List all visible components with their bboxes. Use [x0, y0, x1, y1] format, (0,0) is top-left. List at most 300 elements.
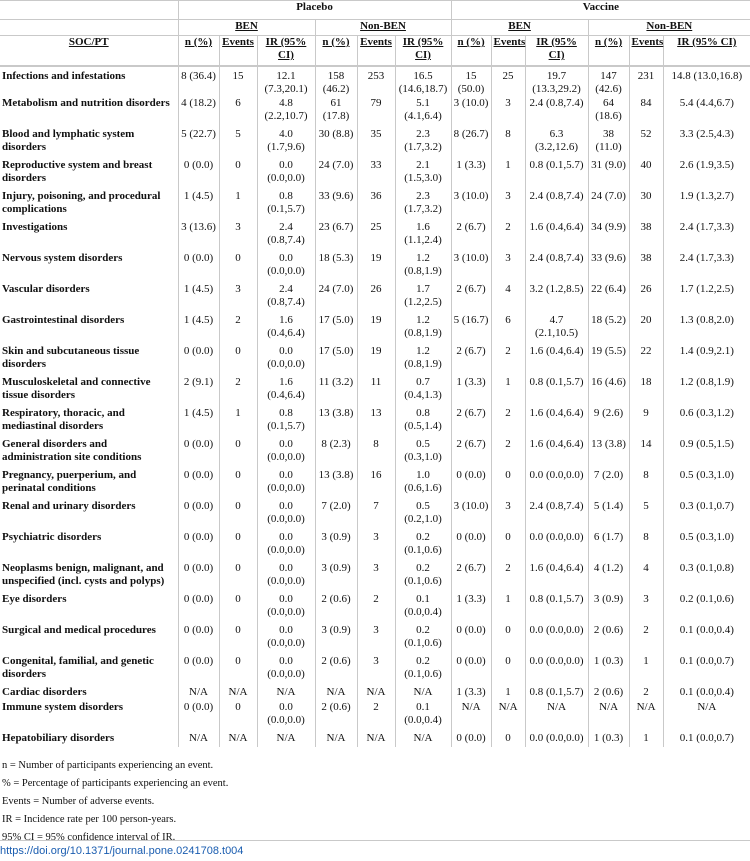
table-cell: 1: [629, 732, 663, 747]
table-cell: 1: [491, 159, 525, 190]
table-cell: 0 (0.0): [178, 345, 219, 376]
table-cell: 0.0 (0.0,0.0): [525, 531, 588, 562]
table-cell: 2 (6.7): [451, 283, 491, 314]
table-cell: 4: [491, 283, 525, 314]
table-cell: 1 (0.3): [588, 655, 629, 686]
table-cell: N/A: [395, 686, 451, 701]
table-cell: 6.3 (3.2,12.6): [525, 128, 588, 159]
table-cell: 3.3 (2.5,4.3): [663, 128, 750, 159]
table-cell: 0 (0.0): [451, 624, 491, 655]
table-cell: 64 (18.6): [588, 97, 629, 128]
table-cell: 0.2 (0.1,0.6): [663, 593, 750, 624]
table-cell: 3: [357, 624, 395, 655]
table-cell: 6: [491, 314, 525, 345]
table-cell: N/A: [629, 701, 663, 732]
table-cell: 5.4 (4.4,6.7): [663, 97, 750, 128]
table-cell: 3 (13.6): [178, 221, 219, 252]
table-cell: 0: [219, 531, 257, 562]
col-header: n (%): [588, 36, 629, 67]
table-cell: 30: [629, 190, 663, 221]
table-cell: 38: [629, 221, 663, 252]
table-cell: 24 (7.0): [588, 190, 629, 221]
table-cell: 0 (0.0): [178, 252, 219, 283]
soc-label: Blood and lymphatic system disorders: [2, 128, 135, 153]
table-cell: N/A: [357, 686, 395, 701]
table-cell: 4: [629, 562, 663, 593]
table-cell: 0.0 (0.0,0.0): [257, 345, 315, 376]
table-cell: 4.7 (2.1,10.5): [525, 314, 588, 345]
table-cell: 24 (7.0): [315, 283, 357, 314]
soc-label: Musculoskeletal and connective tissue disorders: [2, 376, 151, 401]
table-cell: N/A: [491, 701, 525, 732]
soc-label: Eye disorders: [2, 593, 67, 605]
table-cell: 0.8 (0.5,1.4): [395, 407, 451, 438]
table-cell: 11 (3.2): [315, 376, 357, 407]
soc-label: Cardiac disorders: [2, 686, 87, 698]
table-cell: 0.1 (0.0,0.7): [663, 732, 750, 747]
table-cell: 3 (10.0): [451, 190, 491, 221]
table-cell: 31 (9.0): [588, 159, 629, 190]
col-header: Events: [491, 36, 525, 67]
table-cell: 0.0 (0.0,0.0): [257, 701, 315, 732]
table-cell: 0.1 (0.0,0.4): [395, 593, 451, 624]
soc-label: Investigations: [2, 221, 68, 233]
table-cell: 61 (17.8): [315, 97, 357, 128]
table-cell: 1.6 (0.4,6.4): [525, 221, 588, 252]
table-cell: 2.4 (0.8,7.4): [525, 500, 588, 531]
col-header: Events: [219, 36, 257, 67]
table-cell: 6: [219, 97, 257, 128]
table-cell: 4 (1.2): [588, 562, 629, 593]
table-cell: 1.4 (0.9,2.1): [663, 345, 750, 376]
table-cell: 1.6 (0.4,6.4): [257, 314, 315, 345]
table-cell: 19: [357, 314, 395, 345]
table-cell: 19.7 (13.3,29.2): [525, 66, 588, 97]
table-cell: 0: [491, 531, 525, 562]
table-cell: 30 (8.8): [315, 128, 357, 159]
table-cell: 0 (0.0): [178, 438, 219, 469]
soc-label: Gastrointestinal disorders: [2, 314, 125, 326]
table-row: [0, 701, 750, 732]
table-row: [0, 732, 750, 747]
col-header: n (%): [451, 36, 491, 67]
subgroup-placebo-ben: BEN: [178, 20, 315, 36]
table-cell: N/A: [663, 701, 750, 732]
table-cell: 0 (0.0): [178, 593, 219, 624]
table-cell: 0.1 (0.0,0.7): [663, 655, 750, 686]
table-cell: 3: [491, 190, 525, 221]
soc-label: Nervous system disorders: [2, 252, 123, 264]
table-cell: 0.0 (0.0,0.0): [257, 469, 315, 500]
table-cell: 0.0 (0.0,0.0): [257, 531, 315, 562]
table-cell: 33 (9.6): [315, 190, 357, 221]
table-cell: N/A: [315, 732, 357, 747]
table-cell: 2.4 (0.8,7.4): [257, 221, 315, 252]
table-cell: 22 (6.4): [588, 283, 629, 314]
table-cell: 9: [629, 407, 663, 438]
table-cell: 8: [629, 531, 663, 562]
soc-label: Immune system disorders: [2, 701, 123, 713]
table-cell: 25: [357, 221, 395, 252]
table-cell: 2: [491, 407, 525, 438]
table-cell: 2.4 (0.8,7.4): [525, 97, 588, 128]
table-cell: 1.2 (0.8,1.9): [395, 314, 451, 345]
table-cell: 2: [357, 701, 395, 732]
table-row: [0, 221, 750, 252]
table-cell: 18: [629, 376, 663, 407]
table-cell: N/A: [525, 701, 588, 732]
table-cell: 0.0 (0.0,0.0): [257, 624, 315, 655]
table-cell: 2 (6.7): [451, 345, 491, 376]
table-cell: 1.6 (1.1,2.4): [395, 221, 451, 252]
table-cell: 2.4 (0.8,7.4): [257, 283, 315, 314]
table-footnotes: [2, 757, 228, 847]
table-row: [0, 562, 750, 593]
table-cell: 1.6 (0.4,6.4): [525, 345, 588, 376]
table-cell: 1 (3.3): [451, 593, 491, 624]
table-cell: 4.0 (1.7,9.6): [257, 128, 315, 159]
doi-link[interactable]: https://doi.org/10.1371/journal.pone.0241708.t004: [0, 845, 244, 857]
table-cell: 1.7 (1.2,2.5): [663, 283, 750, 314]
table-cell: 147 (42.6): [588, 66, 629, 97]
table-row: [0, 655, 750, 686]
table-cell: 0.6 (0.3,1.2): [663, 407, 750, 438]
soc-label: Skin and subcutaneous tissue disorders: [2, 345, 140, 370]
table-cell: 15 (50.0): [451, 66, 491, 97]
table-header: [0, 1, 750, 67]
table-cell: 0.3 (0.1,0.7): [663, 500, 750, 531]
subgroup-vaccine-nonben: Non-BEN: [588, 20, 750, 36]
table-cell: 3: [491, 252, 525, 283]
soc-label: Injury, poisoning, and procedural complications: [2, 190, 161, 215]
table-row: [0, 97, 750, 128]
table-row: [0, 376, 750, 407]
table-cell: 0: [219, 345, 257, 376]
table-cell: 2 (6.7): [451, 438, 491, 469]
table-cell: 16 (4.6): [588, 376, 629, 407]
table-cell: 0.3 (0.1,0.8): [663, 562, 750, 593]
table-cell: 0: [219, 655, 257, 686]
table-cell: 2.1 (1.5,3.0): [395, 159, 451, 190]
table-cell: 0 (0.0): [178, 655, 219, 686]
table-cell: 1.7 (1.2,2.5): [395, 283, 451, 314]
table-cell: 13 (3.8): [315, 407, 357, 438]
table-cell: N/A: [451, 701, 491, 732]
soc-label: Reproductive system and breast disorders: [2, 159, 153, 184]
table-cell: 2: [491, 562, 525, 593]
table-cell: 7 (2.0): [315, 500, 357, 531]
table-cell: 3: [357, 562, 395, 593]
table-cell: 33: [357, 159, 395, 190]
table-cell: 35: [357, 128, 395, 159]
table-cell: 25: [491, 66, 525, 97]
table-cell: 0.8 (0.1,5.7): [525, 159, 588, 190]
soc-label: Infections and infestations: [2, 70, 126, 82]
table-cell: 0.5 (0.3,1.0): [663, 531, 750, 562]
soc-label: Pregnancy, puerperium, and perinatal conditions: [2, 469, 137, 494]
col-header: Events: [629, 36, 663, 67]
table-cell: 5 (22.7): [178, 128, 219, 159]
table-cell: 1: [491, 593, 525, 624]
table-row: [0, 128, 750, 159]
table-cell: 2 (6.7): [451, 407, 491, 438]
table-cell: 8: [629, 469, 663, 500]
table-row: [0, 469, 750, 500]
table-cell: 2 (0.6): [315, 593, 357, 624]
table-cell: 0: [491, 469, 525, 500]
table-cell: 0 (0.0): [451, 531, 491, 562]
table-cell: 2.4 (1.7,3.3): [663, 221, 750, 252]
table-cell: 0: [219, 500, 257, 531]
table-cell: 8 (2.3): [315, 438, 357, 469]
table-cell: 0.8 (0.1,5.7): [525, 593, 588, 624]
table-cell: 3: [491, 97, 525, 128]
table-cell: 38 (11.0): [588, 128, 629, 159]
table-cell: 8 (26.7): [451, 128, 491, 159]
table-cell: 0.9 (0.5,1.5): [663, 438, 750, 469]
footnote: n = Number of participants experiencing an event.: [2, 760, 214, 771]
table-cell: 2 (0.6): [588, 624, 629, 655]
group-vaccine: Vaccine: [451, 1, 750, 20]
table-cell: 1: [219, 407, 257, 438]
soc-label: Psychiatric disorders: [2, 531, 102, 543]
table-cell: 1.2 (0.8,1.9): [663, 376, 750, 407]
footer-divider: [0, 840, 750, 841]
soc-label: Respiratory, thoracic, and mediastinal disorders: [2, 407, 125, 432]
table-cell: 0.1 (0.0,0.4): [395, 701, 451, 732]
table-cell: 0.2 (0.1,0.6): [395, 624, 451, 655]
table-cell: 1 (4.5): [178, 283, 219, 314]
table-cell: 1 (4.5): [178, 314, 219, 345]
table-cell: 1.3 (0.8,2.0): [663, 314, 750, 345]
table-cell: 4.8 (2.2,10.7): [257, 97, 315, 128]
table-cell: 52: [629, 128, 663, 159]
table-cell: 3: [629, 593, 663, 624]
table-cell: 6 (1.7): [588, 531, 629, 562]
table-cell: 18 (5.3): [315, 252, 357, 283]
table-cell: 4 (18.2): [178, 97, 219, 128]
table-cell: 19: [357, 345, 395, 376]
table-cell: 3: [357, 531, 395, 562]
table-cell: 0.0 (0.0,0.0): [257, 655, 315, 686]
table-cell: 40: [629, 159, 663, 190]
table-cell: 0.0 (0.0,0.0): [257, 562, 315, 593]
table-cell: 2 (6.7): [451, 221, 491, 252]
table-cell: 0: [219, 593, 257, 624]
col-header: n (%): [315, 36, 357, 67]
col-header: IR (95% CI): [663, 36, 750, 67]
table-cell: 8: [357, 438, 395, 469]
table-cell: 3 (10.0): [451, 252, 491, 283]
table-cell: N/A: [219, 732, 257, 747]
table-cell: 19 (5.5): [588, 345, 629, 376]
header-blank: [0, 1, 178, 20]
table-cell: 15: [219, 66, 257, 97]
table-cell: 0 (0.0): [178, 159, 219, 190]
table-cell: 0.2 (0.1,0.6): [395, 531, 451, 562]
table-cell: 38: [629, 252, 663, 283]
table-cell: 8 (36.4): [178, 66, 219, 97]
table-cell: 1: [491, 376, 525, 407]
table-cell: 1.6 (0.4,6.4): [525, 562, 588, 593]
table-cell: 13 (3.8): [588, 438, 629, 469]
table-cell: N/A: [178, 732, 219, 747]
table-row: [0, 314, 750, 345]
table-row: [0, 624, 750, 655]
table-cell: N/A: [257, 732, 315, 747]
table-cell: 0.8 (0.1,5.7): [525, 686, 588, 701]
table-cell: 3 (0.9): [315, 562, 357, 593]
table-cell: N/A: [178, 686, 219, 701]
table-cell: 0.0 (0.0,0.0): [525, 655, 588, 686]
table-cell: 5: [219, 128, 257, 159]
col-header: IR (95% CI): [257, 36, 315, 67]
table-cell: 3 (10.0): [451, 500, 491, 531]
table-cell: 0.1 (0.0,0.4): [663, 624, 750, 655]
table-cell: 0.5 (0.2,1.0): [395, 500, 451, 531]
table-row: [0, 252, 750, 283]
table-cell: 13 (3.8): [315, 469, 357, 500]
table-cell: 2 (6.7): [451, 562, 491, 593]
table-cell: N/A: [357, 732, 395, 747]
table-cell: 3: [219, 283, 257, 314]
soc-label: Metabolism and nutrition disorders: [2, 97, 170, 109]
table-row: [0, 66, 750, 97]
table-cell: 0.0 (0.0,0.0): [257, 159, 315, 190]
table-cell: 26: [629, 283, 663, 314]
table-cell: 1 (3.3): [451, 376, 491, 407]
table-cell: 5.1 (4.1,6.4): [395, 97, 451, 128]
table-cell: 1.9 (1.3,2.7): [663, 190, 750, 221]
table-cell: 1 (4.5): [178, 190, 219, 221]
table-cell: 18 (5.2): [588, 314, 629, 345]
table-cell: 0.8 (0.1,5.7): [257, 407, 315, 438]
table-cell: 1 (4.5): [178, 407, 219, 438]
table-cell: 36: [357, 190, 395, 221]
table-cell: 3 (10.0): [451, 97, 491, 128]
table-cell: 0: [219, 624, 257, 655]
table-cell: 1.0 (0.6,1.6): [395, 469, 451, 500]
table-row: [0, 190, 750, 221]
table-cell: 2.4 (1.7,3.3): [663, 252, 750, 283]
table-cell: 34 (9.9): [588, 221, 629, 252]
table-cell: 2 (9.1): [178, 376, 219, 407]
table-cell: 2.6 (1.9,3.5): [663, 159, 750, 190]
table-cell: 158 (46.2): [315, 66, 357, 97]
table-cell: 0.1 (0.0,0.4): [663, 686, 750, 701]
table-cell: 2: [491, 345, 525, 376]
col-header: IR (95% CI): [525, 36, 588, 67]
table-cell: 2 (0.6): [588, 686, 629, 701]
table-cell: 1: [491, 686, 525, 701]
table-cell: 0 (0.0): [178, 531, 219, 562]
table-cell: 0.0 (0.0,0.0): [257, 438, 315, 469]
table-cell: 1.6 (0.4,6.4): [525, 438, 588, 469]
table-cell: 1 (3.3): [451, 686, 491, 701]
table-cell: 11: [357, 376, 395, 407]
table-cell: 3.2 (1.2,8.5): [525, 283, 588, 314]
table-row: [0, 345, 750, 376]
table-cell: 0.0 (0.0,0.0): [257, 593, 315, 624]
table-cell: 1: [629, 655, 663, 686]
table-row: [0, 500, 750, 531]
table-cell: 1.6 (0.4,6.4): [525, 407, 588, 438]
table-cell: 0.7 (0.4,1.3): [395, 376, 451, 407]
soc-label: Hepatobiliary disorders: [2, 732, 115, 744]
table-cell: 0.8 (0.1,5.7): [525, 376, 588, 407]
table-cell: 231: [629, 66, 663, 97]
table-cell: 0.0 (0.0,0.0): [525, 469, 588, 500]
table-cell: N/A: [588, 701, 629, 732]
table-cell: 0 (0.0): [178, 500, 219, 531]
table-cell: 0.0 (0.0,0.0): [257, 500, 315, 531]
table-cell: 0: [219, 438, 257, 469]
table-cell: 2: [491, 221, 525, 252]
table-cell: 3 (0.9): [315, 624, 357, 655]
table-cell: 14.8 (13.0,16.8): [663, 66, 750, 97]
table-cell: N/A: [257, 686, 315, 701]
table-cell: 0: [219, 469, 257, 500]
table-cell: 0: [219, 252, 257, 283]
table-cell: 33 (9.6): [588, 252, 629, 283]
table-cell: 2: [357, 593, 395, 624]
soc-label: Renal and urinary disorders: [2, 500, 136, 512]
table-cell: 0 (0.0): [178, 469, 219, 500]
table-cell: 2: [629, 686, 663, 701]
table-cell: 84: [629, 97, 663, 128]
table-cell: 2.3 (1.7,3.2): [395, 190, 451, 221]
table-cell: 2 (0.6): [315, 701, 357, 732]
col-header: n (%): [178, 36, 219, 67]
table-body: [0, 66, 750, 747]
table-cell: 2.3 (1.7,3.2): [395, 128, 451, 159]
table-cell: 2 (0.6): [315, 655, 357, 686]
table-cell: 16: [357, 469, 395, 500]
table-row: [0, 686, 750, 701]
table-cell: 0 (0.0): [178, 624, 219, 655]
table-cell: 0.5 (0.3,1.0): [663, 469, 750, 500]
table-cell: 12.1 (7.3,20.1): [257, 66, 315, 97]
table-cell: 0.8 (0.1,5.7): [257, 190, 315, 221]
footnote: Events = Number of adverse events.: [2, 796, 155, 807]
group-placebo: Placebo: [178, 1, 451, 20]
subgroup-vaccine-ben: BEN: [451, 20, 588, 36]
table-cell: 5: [629, 500, 663, 531]
table-cell: 3: [357, 655, 395, 686]
table-cell: 79: [357, 97, 395, 128]
table-cell: 0.0 (0.0,0.0): [525, 624, 588, 655]
table-cell: 3 (0.9): [588, 593, 629, 624]
soc-label: Surgical and medical procedures: [2, 624, 156, 636]
soc-label: Vascular disorders: [2, 283, 90, 295]
table-cell: 17 (5.0): [315, 314, 357, 345]
table-cell: N/A: [315, 686, 357, 701]
table-cell: 0: [219, 562, 257, 593]
table-row: [0, 438, 750, 469]
table-cell: 5 (16.7): [451, 314, 491, 345]
table-cell: 0: [491, 655, 525, 686]
table-cell: 26: [357, 283, 395, 314]
table-cell: 22: [629, 345, 663, 376]
table-cell: 1.2 (0.8,1.9): [395, 252, 451, 283]
table-cell: 0 (0.0): [451, 469, 491, 500]
table-cell: 2: [491, 438, 525, 469]
table-cell: 8: [491, 128, 525, 159]
table-cell: 0.2 (0.1,0.6): [395, 655, 451, 686]
table-cell: 253: [357, 66, 395, 97]
footnote: IR = Incidence rate per 100 person-years.: [2, 814, 177, 825]
table-cell: 2: [219, 314, 257, 345]
